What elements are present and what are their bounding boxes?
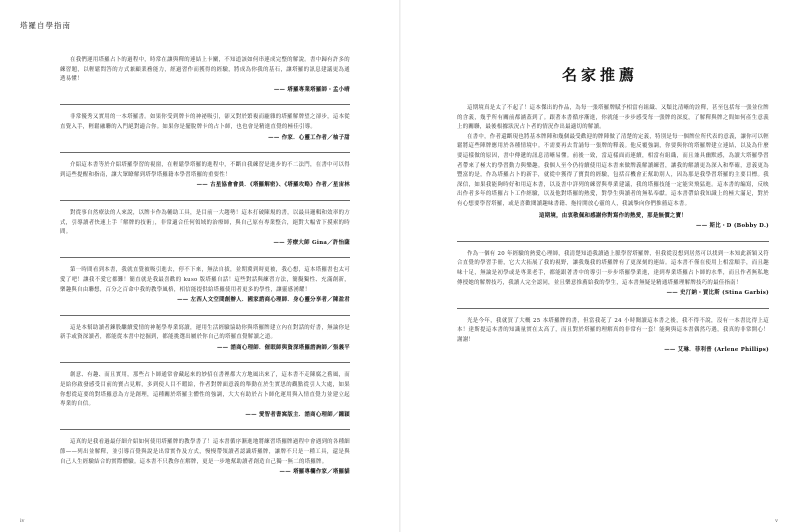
endorsement-divider — [60, 315, 350, 316]
endorsement-3-text: 光是今年，我就買了大概 25 本塔羅牌的書，但當我花了 24 小時閱讀這本書之後，我不得不說，沒有一本書比得上這本！達斯提這本書的知識量實在太高了，而且對於塔羅的理解真的非常有一套！能夠與這本書偶然巧遇，我真的非常開心！謝謝！ — [457, 317, 769, 343]
endorsement-signature: —— 古星協會會員．《塔羅解密》、《塔羅攻略》作者／星宙林 — [196, 182, 350, 189]
endorsement-1 — [457, 104, 769, 232]
endorsement-text: 第一時間看到本書，我就直覺被吸引進去，停不下來，無法自拔，並期冀到時更被，我心想，這本塔羅書也太可愛了吧！讓我不愛它都難！簡直就是我最喜歡的 kuso 版塔羅自話！這些對話與練習方法，簡擬獨性、充滿創新，樂趣與自由聯想，百分之百命中我的教學風格，相信能提供給塔羅使用者更多的學性，讓靈感湧耀！ — [60, 267, 350, 293]
endorsement-signature: —— 諮商心理師．催眠師與資深塔羅諮詢師／張義平 — [216, 344, 350, 351]
section-title: 名家推薦 — [561, 66, 638, 84]
endorsement-divider — [60, 429, 350, 430]
endorsement-1-paragraph-1: 這期境真是太了不起了！這本傑出的作品，為每一張塔羅牌賦予相當有組織、又類比清晰的詮釋，甚至包括每一張並位牌的含義，幾乎所有關前都涵蓋到了。跟著本書循序漸進，你就能一步步感受每一張牌的深度，了解釋與牌之間如何產生意義上的關聯，最後根據狀況占卜者的情況作出最適切的解讀。 — [457, 105, 769, 131]
endorsement-signature: —— 塔羅專欄作家／塔羅貓 — [279, 469, 350, 476]
endorsement-3 — [457, 317, 769, 356]
endorsement-1-tagline: 這期境，由衷敬佩和感謝你對寫作的熱愛，那是無價之寶！ — [539, 212, 687, 219]
endorsement-block — [60, 161, 350, 191]
endorsement-block — [60, 324, 350, 354]
endorsement-text: 非常優秀又實用的一本塔羅書。如果你受到牌卡的神祕吸引，卻又對於繁複而龐雜的塔羅解牌望之卻步，這本從直覺入手，輕鬆融聯的入門絕對適合你。如果你是擺脫牌卡的占卜師，也也會是精進直覺的極佳引導。 — [60, 114, 350, 130]
endorsement-divider — [60, 152, 350, 153]
page-number-right: v — [775, 518, 778, 524]
endorsement-signature: —— 芳療大師 Gina／許怡薩 — [273, 239, 350, 246]
endorsement-signature: —— 塔羅專業塔羅師・孟小晴 — [273, 86, 350, 93]
endorsement-signature: —— 作家．心靈工作者／柚子甜 — [268, 134, 350, 141]
endorsement-column-left — [60, 56, 350, 487]
endorsement-block — [60, 209, 350, 248]
endorsement-block — [60, 56, 350, 95]
endorsement-1-signature: —— 斯比・D (Bobby D.) — [696, 223, 769, 230]
endorsement-divider — [60, 362, 350, 363]
endorsement-2 — [457, 250, 769, 299]
endorsement-1-paragraph-2: 在書中，作者還斷現也將基本牌陣和幾個最受歡迎的牌陣做了清楚的定義，特別是每一個牌位所代表的意義，讓你可以輕鬆將這些陣牌應用於各種情境中。不需要再去背誦每一張牌的釋義。他反覆強調，你要與你的塔羅牌建立連結，以及為什麼要這樣做的原因，書中傳遞的訊息清晰易懂。前後一致，當這樣面而連續，相當有組織，而且兼具幽默感，為讀大塔羅學習者帶來了極大的學習動力與樂趣。我個人至今仍持續使用這本書來做牌義解讀練習，讓我的解讀更為深入和準確，意義更為豐富的是，作為塔羅占卜的新手，就從中獲得了寶貴的經驗，包括召機會正幫助別人，因為那是我學習塔羅的主要目標。我深信，如果我能夠時好和用這本書，以及書中詳列的練習與專業建議，我的塔羅技能一定能突飛猛進。這本書的編寫，反映出作者多年的塔羅占卜工作經驗，以及他對塔羅的熱愛，對學生與讀者的無私奉獻。這本書帶給我知識上的極大滿足，對於有心想要學習塔羅，或是喜歡閱讀趣味書籍、拖持開放心靈的人，我誠摯向你們推薦這本書。 — [457, 133, 769, 207]
endorsement-block — [60, 371, 350, 420]
endorsement-divider — [457, 308, 769, 309]
endorsement-block — [60, 438, 350, 477]
endorsement-signature: —— 左西人文空間創辦人．國家諮商心理師．身心靈分享者／陳盈君 — [177, 297, 350, 304]
endorsement-2-text: 作為一個有 20 年經驗的熱愛心理師，我清楚知道我讀過上脈學習塔羅牌，但我從沒想到居然可以找到一本知此新穎又符合直覺的學習手冊，它大大拓展了我的視野，讓我幾我的塔羅牌有了更深刻的連結。這本書不僅在使用上相當順手，而且趣味十足，無論是初學或是專業老手，都能跟著書中的導引一步步塔羅學業進，達到專業塔羅占卜師的水準，而且作者無私地傳授她的解牌技巧，我讀人完全認同，並且樂意推薦給我的學生，這本書無疑是精通塔羅理解牌技巧的最佳指南！ — [457, 250, 769, 286]
endorsement-divider — [60, 104, 350, 105]
endorsement-signature: —— 愛智者書窩版主．諮商心理師／鐘穎 — [245, 411, 350, 418]
endorsement-divider — [457, 241, 769, 242]
endorsement-block — [60, 266, 350, 305]
endorsement-text: 創意、有趣、而且實用，那些占卜師通常會藏起來的妙招在書裡都大方地風出來了，這本書不走陳腐之舊風，而是給你啟發感受目前的寶占見解，多到使人目不暇給，作者對牌面意義的舉動在於生實思的觀點從引人大處，如果你想從這要的對塔羅意為方是創理，這種關於塔羅主體性的強調，大大有助於占卜師化運用與入情直覺力並建立起專業的自信。 — [60, 372, 350, 408]
page-number-left: iv — [20, 518, 25, 524]
running-head: 塔羅自學指南 — [20, 21, 71, 30]
endorsement-text: 對從事自然療法的人來說，以牌卡作為輔助工具，是目前一大趨勢！這本打破陳規的書，以最具邏輯和效率的方式，引導讀者快速上手「解牌的技術」，非常適合任何領域的治療師，與自己原有專業整合，絕對大幅省下摸索的時間。 — [60, 209, 350, 236]
endorsement-3-signature: —— 艾琳．菲利普 (Arlene Phillips) — [664, 347, 769, 354]
endorsement-divider — [60, 200, 350, 201]
endorsement-text: 這真的是我看過最仔細介紹如何使用塔羅牌的教學書了！這本書循序漸進地將練習塔羅牌過程中會遇到的各種細節——列出並解釋，並引導百覺與說是出常實作及方式，慢慢帶領讀者認識塔羅牌，讓牌不只是一種工具，還是與自己人生經驗結合的實際體驗。這本書不只教你在解牌，更是一步地幫助讀者創造自己獨一無二的塔羅牌。 — [60, 439, 350, 465]
endorsement-2-signature: —— 史汀納・賈比斯 (Stina Garbis) — [666, 290, 769, 297]
endorsement-text: 這是本幫助讀者鍊股繼續愛情的神秘學專業寫讀，運用生活經驗協助你與塔羅牌建立內在對話的好書，無論你是新手或資深讀者，都能從本書中挖掘到，都能挑選出屬於你自己的塔羅直覺解讀之道。 — [60, 324, 350, 341]
endorsement-column-right — [457, 104, 769, 365]
endorsement-divider — [60, 257, 350, 258]
endorsement-text: 介紹這本書等於介紹塔羅學習的視窗，在輕鬆學塔羅的進程中，不斷自我練習是進步的不二法門，在書中可以得到這些提醒和指南，讓大眾瞭解到塔學塔羅籍本學習塔羅的重要性！ — [60, 162, 350, 178]
endorsement-text: 在我們運用塔羅占卜的過程中，時常在讓與釋的連結上卡關，不知道該如何串連成完整的解說。書中歸有許多的練習題，以輕鬆問答的方式兼顧業務能力，經過習作而獲得的經驗，將成為你我的基石，讓塔羅的訊息建議更為通透易懂！ — [60, 57, 350, 83]
endorsement-block — [60, 113, 350, 143]
